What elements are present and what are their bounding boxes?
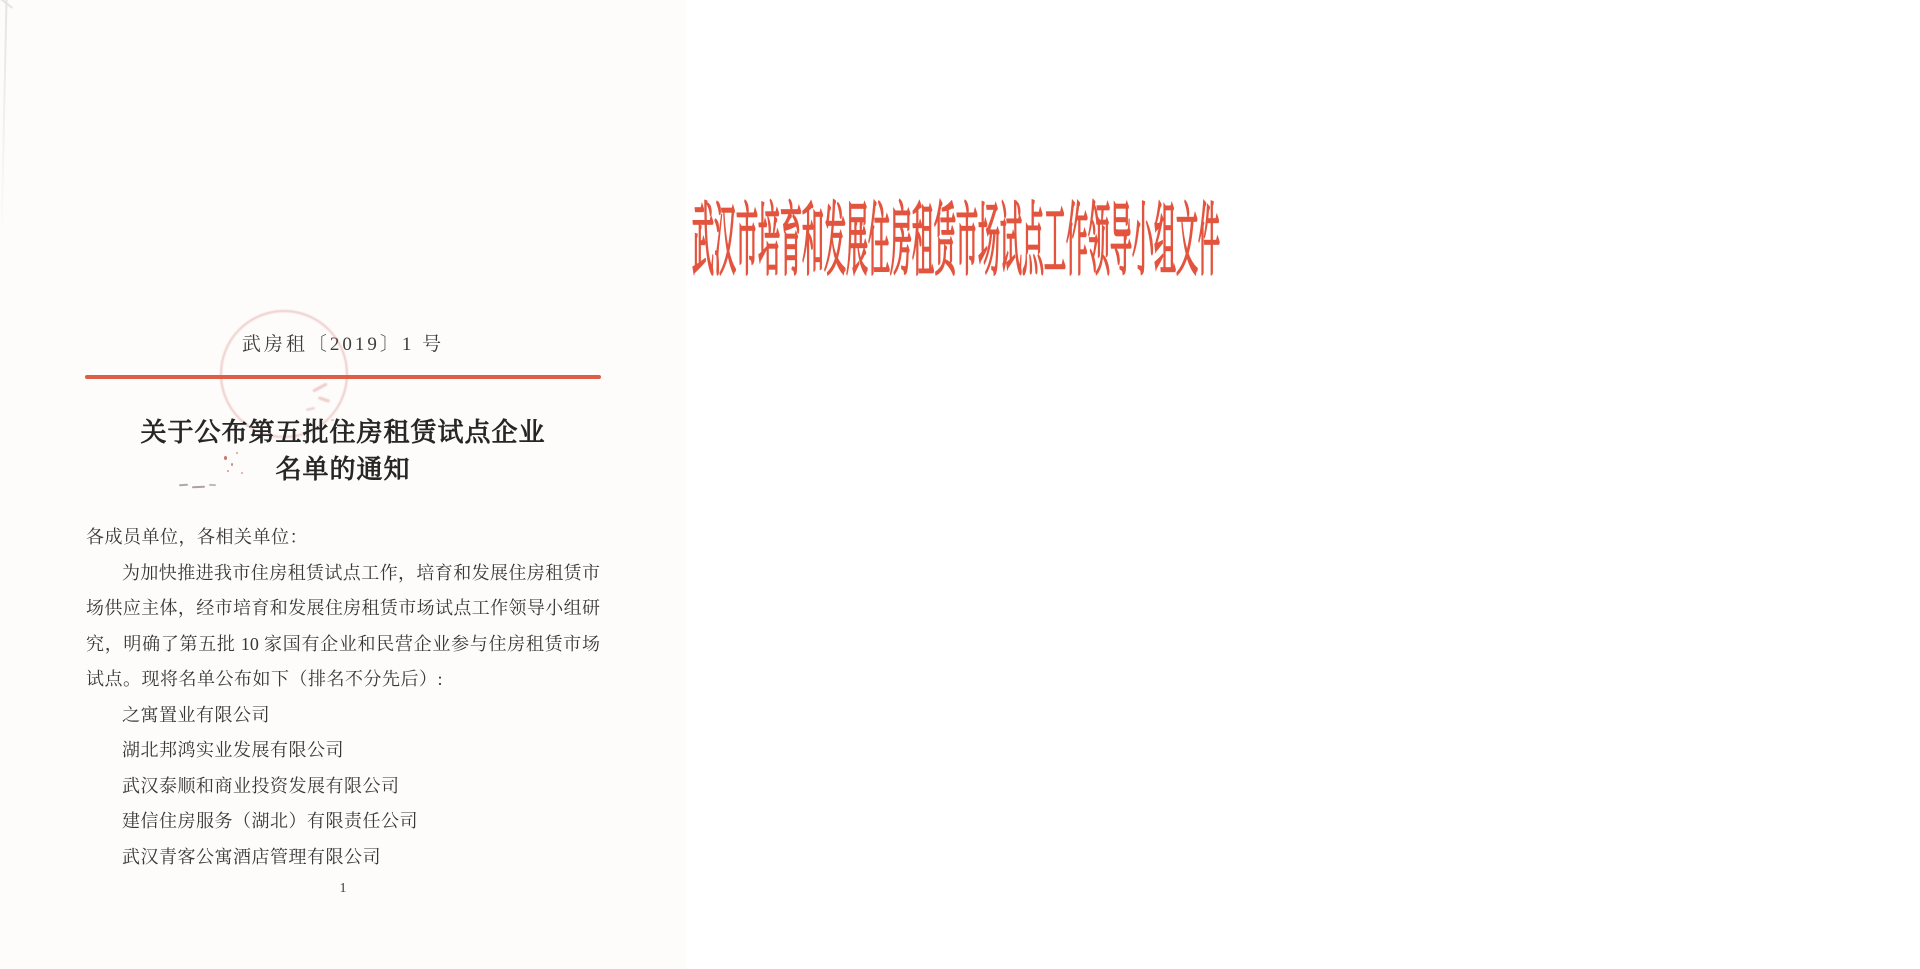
document-body: [86, 520, 600, 875]
stamp-speckle: [331, 419, 334, 421]
red-header-banner-text: 武汉市培育和发展住房租赁市场试点工作领导小组文件: [692, 198, 1220, 286]
company-list-item: 湖北邦鸿实业发展有限公司: [122, 740, 344, 760]
company-list-item: 武汉泰顺和商业投资发展有限公司: [122, 775, 400, 796]
document-title-line-1: 关于公布第五批住房租赁试点企业: [140, 418, 546, 447]
stamp-speckle: [241, 472, 243, 474]
red-header-banner: [0, 196, 1220, 288]
salutation-line: 各成员单位，各相关单位：: [86, 527, 308, 547]
page-number: 1: [339, 881, 347, 896]
stamp-speckle: [236, 452, 238, 454]
paragraph-line: 究，明确了第五批 10 家国有企业和民营企业参与住房租赁市场: [86, 633, 600, 654]
document-number: 武房租〔2019〕1 号: [241, 334, 445, 355]
seal-ink-mark: [318, 396, 330, 403]
seal-ink-mark: [312, 382, 328, 392]
paragraph-line: 为加快推进我市住房租赁试点工作，培育和发展住房租赁市: [122, 562, 600, 583]
company-list-item: 之寓置业有限公司: [122, 704, 270, 725]
paragraph-line: 试点。现将名单公布如下（排名不分先后）:: [86, 669, 443, 689]
stamp-speckle: [231, 463, 233, 466]
red-divider-rule: [85, 375, 601, 379]
document-title: [0, 414, 686, 488]
seal-ink-mark: [306, 407, 315, 411]
stamp-speckle: [224, 456, 227, 460]
paragraph-line: 场供应主体，经市培育和发展住房租赁市场试点工作领导小组研: [86, 598, 600, 618]
pencil-smudge: [209, 484, 216, 486]
document-title-line-2: 名单的通知: [275, 455, 411, 484]
company-list-item: 武汉青客公寓酒店管理有限公司: [122, 846, 381, 867]
company-list-item: 建信住房服务（湖北）有限责任公司: [122, 811, 418, 831]
stamp-speckle: [227, 470, 229, 472]
